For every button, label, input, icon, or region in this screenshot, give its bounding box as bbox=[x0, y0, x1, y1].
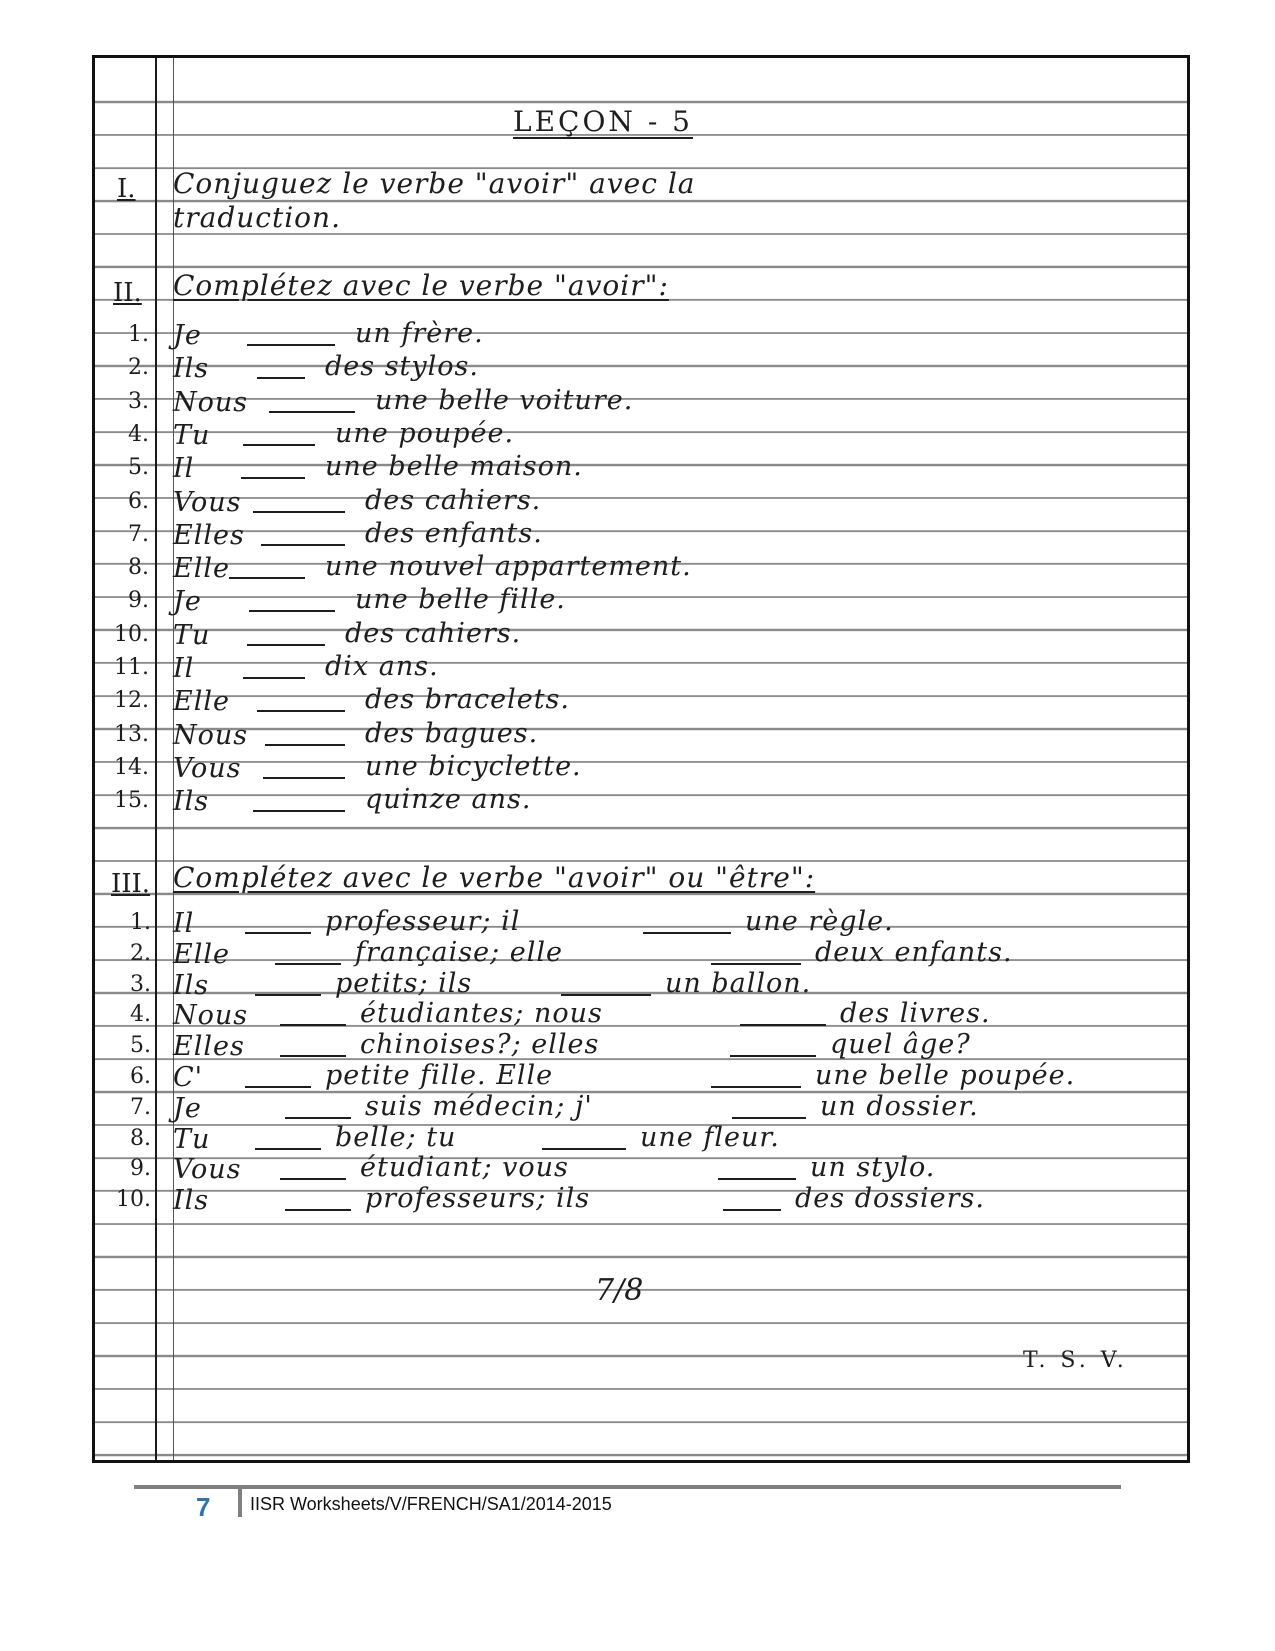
item-completion: une belle maison. bbox=[325, 451, 583, 483]
footer-text: IISR Worksheets/V/FRENCH/SA1/2014-2015 bbox=[250, 1494, 612, 1514]
answer-blank bbox=[285, 1209, 351, 1211]
item-middle: française; elle bbox=[355, 936, 563, 968]
answer-blank bbox=[255, 1148, 321, 1150]
item-number: 6. bbox=[130, 1064, 151, 1089]
answer-blank bbox=[243, 677, 305, 679]
item-number: 13. bbox=[114, 721, 149, 747]
answer-blank bbox=[723, 1209, 781, 1211]
item-number: 6. bbox=[128, 488, 149, 514]
answer-blank bbox=[257, 710, 345, 712]
answer-blank bbox=[280, 1178, 346, 1180]
exercise-item bbox=[95, 453, 1187, 485]
item-subject: Je bbox=[173, 1092, 202, 1124]
item-number: 9. bbox=[130, 1156, 151, 1182]
item-completion: quinze ans. bbox=[365, 784, 532, 816]
item-number: 5. bbox=[128, 455, 149, 481]
item-subject: Elles bbox=[173, 519, 245, 551]
exercise-item bbox=[95, 653, 1187, 685]
item-completion: une fleur. bbox=[640, 1121, 780, 1153]
item-number: 4. bbox=[128, 421, 149, 447]
answer-blank bbox=[280, 1055, 346, 1057]
item-number: 14. bbox=[114, 754, 149, 780]
exercise-item bbox=[95, 1154, 1187, 1184]
item-completion: quel âge? bbox=[830, 1029, 971, 1061]
item-subject: Elle bbox=[173, 938, 230, 970]
item-middle: chinoises?; elles bbox=[360, 1029, 600, 1061]
item-completion: des stylos. bbox=[325, 351, 479, 383]
item-subject: Il bbox=[173, 653, 195, 684]
item-completion: deux enfants. bbox=[815, 936, 1013, 968]
item-subject: Ils bbox=[173, 1185, 210, 1217]
item-subject: Vous bbox=[173, 1154, 242, 1186]
answer-blank bbox=[255, 994, 321, 996]
section-1-instruction-line1: Conjuguez le verbe "avoir" avec la bbox=[173, 167, 696, 200]
item-subject: Tu bbox=[173, 1123, 211, 1155]
item-number: 8. bbox=[128, 555, 149, 581]
exercise-item bbox=[95, 320, 1187, 352]
answer-blank bbox=[711, 1086, 801, 1088]
item-subject: Vous bbox=[173, 752, 242, 784]
page-mark: 7/8 bbox=[595, 1273, 644, 1308]
lesson-title: LEÇON - 5 bbox=[513, 105, 693, 138]
answer-blank bbox=[253, 810, 345, 812]
item-middle: étudiantes; nous bbox=[360, 998, 603, 1030]
item-subject: Vous bbox=[173, 486, 242, 518]
answer-blank bbox=[561, 994, 651, 996]
item-number: 10. bbox=[114, 621, 149, 647]
exercise-item bbox=[95, 750, 1187, 785]
item-completion: des dossiers. bbox=[795, 1183, 985, 1215]
item-subject: Tu bbox=[173, 619, 211, 651]
answer-blank bbox=[245, 1086, 311, 1088]
exercise-item bbox=[95, 1185, 1187, 1215]
item-middle: étudiant; vous bbox=[360, 1152, 569, 1184]
section-3-numeral: III. bbox=[111, 869, 151, 899]
exercise-item bbox=[95, 553, 1187, 585]
item-subject: Elle bbox=[173, 686, 230, 718]
exercise-item bbox=[95, 717, 1187, 752]
item-subject: Ils bbox=[173, 969, 210, 1001]
section-1-instruction-line2: traduction. bbox=[173, 201, 341, 234]
worksheet-sheet bbox=[92, 55, 1190, 1463]
item-completion: des cahiers. bbox=[345, 617, 522, 649]
answer-blank bbox=[263, 777, 345, 779]
item-number: 12. bbox=[114, 688, 149, 714]
item-subject: C' bbox=[173, 1062, 204, 1093]
item-number: 8. bbox=[130, 1125, 151, 1151]
item-completion: un ballon. bbox=[665, 967, 812, 999]
answer-blank bbox=[257, 377, 305, 379]
exercise-item bbox=[95, 384, 1187, 419]
item-middle: petite fille. Elle bbox=[325, 1060, 554, 1091]
section-2-heading: Complétez avec le verbe "avoir": bbox=[173, 269, 669, 302]
item-number: 7. bbox=[128, 521, 149, 547]
exercise-item bbox=[95, 586, 1187, 618]
item-subject: Nous bbox=[173, 1000, 249, 1032]
item-middle: suis médecin; j' bbox=[365, 1090, 593, 1122]
answer-blank bbox=[711, 963, 801, 965]
answer-blank bbox=[732, 1117, 806, 1119]
item-completion: des cahiers. bbox=[365, 484, 542, 516]
item-middle: petits; ils bbox=[335, 967, 473, 999]
item-subject: Tu bbox=[173, 419, 211, 451]
answer-blank bbox=[718, 1178, 796, 1180]
item-subject: Nous bbox=[173, 386, 249, 418]
exercise-item bbox=[95, 908, 1187, 938]
item-completion: une nouvel appartement. bbox=[325, 551, 692, 583]
item-number: 9. bbox=[128, 588, 149, 614]
footer-page-number: 7 bbox=[196, 1492, 211, 1522]
item-subject: Ils bbox=[173, 786, 210, 818]
exercise-item bbox=[95, 786, 1187, 818]
item-completion: un dossier. bbox=[820, 1090, 979, 1122]
item-completion: une belle voiture. bbox=[375, 384, 634, 416]
item-subject: Je bbox=[173, 586, 202, 618]
exercise-item bbox=[95, 686, 1187, 718]
item-completion: une belle poupée. bbox=[815, 1060, 1076, 1091]
item-subject: Ils bbox=[173, 353, 210, 385]
exercise-item bbox=[95, 1121, 1187, 1155]
item-completion: des bracelets. bbox=[365, 684, 570, 716]
exercise-item bbox=[95, 967, 1187, 1001]
item-number: 15. bbox=[114, 788, 149, 814]
item-completion: des bagues. bbox=[365, 717, 539, 749]
exercise-item bbox=[95, 936, 1187, 970]
section-3-heading: Complétez avec le verbe "avoir" ou "être": bbox=[173, 861, 816, 894]
item-completion: des enfants. bbox=[365, 517, 543, 549]
item-number: 10. bbox=[116, 1187, 151, 1213]
exercise-item bbox=[95, 1090, 1187, 1124]
item-subject: Elles bbox=[173, 1031, 245, 1063]
item-number: 5. bbox=[130, 1033, 151, 1059]
exercise-item bbox=[95, 417, 1187, 452]
item-subject: Il bbox=[173, 908, 195, 939]
item-completion: une belle fille. bbox=[355, 584, 566, 616]
answer-blank bbox=[253, 511, 345, 513]
item-number: 1. bbox=[130, 910, 151, 935]
answer-blank bbox=[269, 411, 355, 413]
answer-blank bbox=[247, 344, 335, 346]
item-completion: des livres. bbox=[840, 998, 991, 1030]
answer-blank bbox=[643, 932, 731, 934]
item-completion: une bicyclette. bbox=[365, 750, 582, 782]
answer-blank bbox=[285, 1117, 351, 1119]
exercise-item bbox=[95, 484, 1187, 519]
item-middle: professeurs; ils bbox=[365, 1183, 591, 1215]
item-completion: un frère. bbox=[355, 318, 484, 349]
footer-separator bbox=[238, 1489, 242, 1517]
item-subject: Je bbox=[173, 320, 202, 351]
item-subject: Nous bbox=[173, 719, 249, 751]
section-2-numeral: II. bbox=[113, 278, 142, 308]
item-number: 2. bbox=[130, 940, 151, 966]
item-completion: une règle. bbox=[745, 906, 894, 937]
exercise-item bbox=[95, 617, 1187, 652]
answer-blank bbox=[249, 610, 335, 612]
footer-rule bbox=[134, 1485, 1121, 1489]
exercise-item bbox=[95, 517, 1187, 552]
answer-blank bbox=[229, 577, 305, 579]
item-number: 3. bbox=[130, 971, 151, 997]
item-completion: un stylo. bbox=[810, 1152, 936, 1184]
item-subject: Elle bbox=[173, 553, 230, 585]
answer-blank bbox=[542, 1148, 626, 1150]
exercise-item bbox=[95, 1031, 1187, 1061]
answer-blank bbox=[261, 544, 345, 546]
answer-blank bbox=[730, 1055, 816, 1057]
item-number: 7. bbox=[130, 1094, 151, 1120]
item-number: 1. bbox=[128, 322, 149, 347]
answer-blank bbox=[275, 963, 341, 965]
item-middle: professeur; il bbox=[325, 906, 521, 937]
answer-blank bbox=[247, 644, 325, 646]
item-number: 11. bbox=[114, 655, 149, 680]
item-completion: une poupée. bbox=[335, 417, 515, 449]
teacher-signature: T. S. V. bbox=[1023, 1348, 1128, 1373]
item-number: 4. bbox=[130, 1002, 151, 1028]
item-completion: dix ans. bbox=[325, 651, 439, 682]
answer-blank bbox=[243, 444, 315, 446]
exercise-item bbox=[95, 353, 1187, 385]
item-number: 2. bbox=[128, 355, 149, 381]
item-number: 3. bbox=[128, 388, 149, 414]
answer-blank bbox=[241, 477, 305, 479]
answer-blank bbox=[245, 932, 311, 934]
answer-blank bbox=[740, 1024, 826, 1026]
item-subject: Il bbox=[173, 453, 195, 485]
exercise-item bbox=[95, 1062, 1187, 1092]
exercise-item bbox=[95, 1000, 1187, 1030]
answer-blank bbox=[280, 1024, 346, 1026]
answer-blank bbox=[265, 744, 345, 746]
item-middle: belle; tu bbox=[335, 1121, 457, 1153]
section-1-numeral: I. bbox=[117, 174, 136, 204]
